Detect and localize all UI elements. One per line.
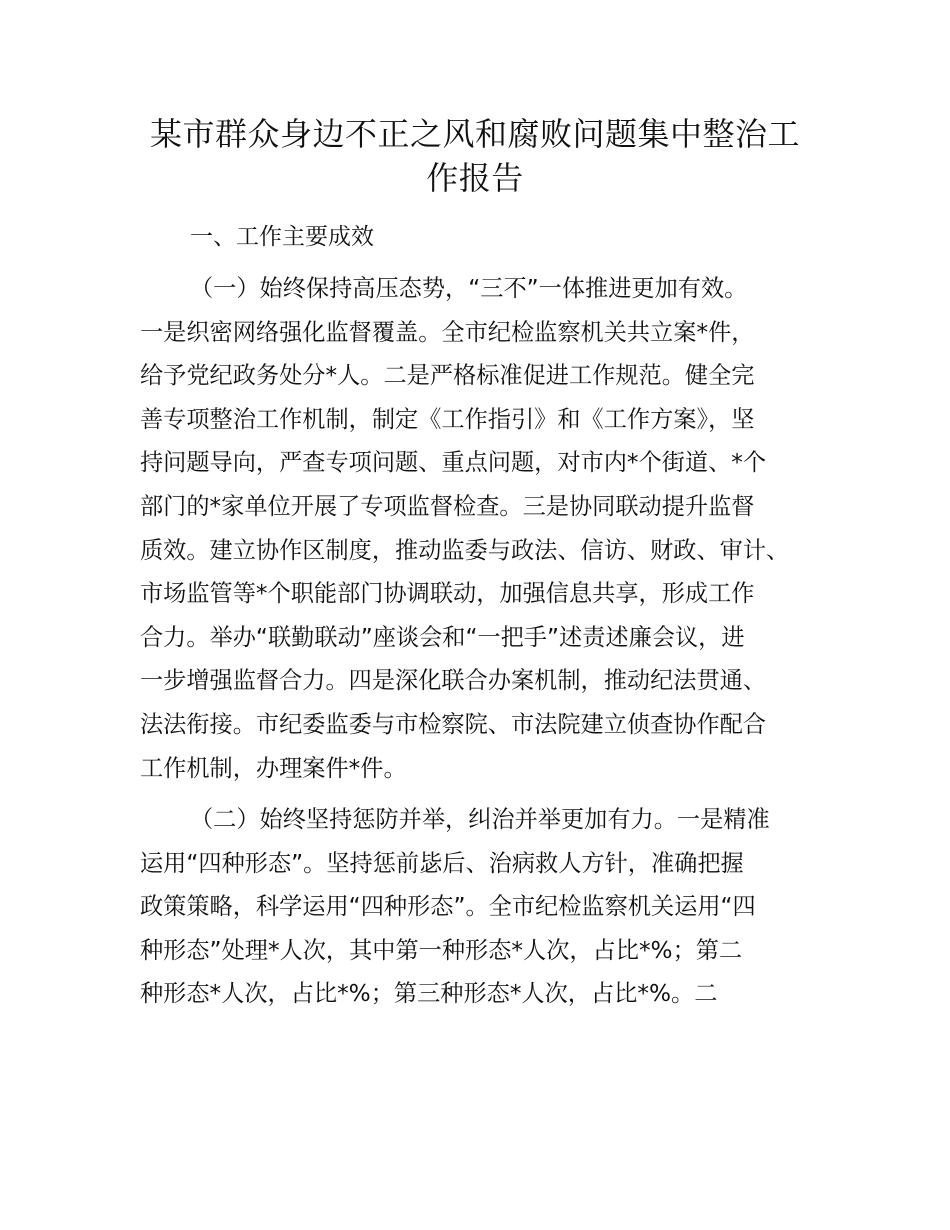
section-heading: 一、工作主要成效	[190, 224, 374, 250]
paragraph-line: （一）始终保持高压态势，“三不”一体推进更加有效。	[190, 275, 748, 302]
title-line: 作报告	[426, 159, 524, 197]
paragraph-line: 合力。举办“联勤联动”座谈会和“一把手”述责述廉会议，进	[140, 623, 745, 651]
title-line: 某市群众身边不正之风和腐败问题集中整治工	[149, 115, 800, 153]
paragraph-line: 部门的*家单位开展了专项监督检查。三是协同联动提升监督	[140, 492, 755, 520]
paragraph-line: 种形态*人次，占比*%；第三种形态*人次，占比*%。二	[140, 980, 718, 1008]
paragraph-line: 政策策略，科学运用“四种形态”。全市纪检监察机关运用“四	[140, 893, 756, 921]
document-title	[120, 112, 830, 200]
paragraph-line: 给予党纪政务处分*人。二是严格标准促进工作规范。健全完	[140, 362, 755, 390]
paragraph-line: 种形态”处理*人次，其中第一种形态*人次，占比*%；第二	[140, 936, 743, 964]
paragraph-line: 一是织密网络强化监督覆盖。全市纪检监察机关共立案*件，	[140, 318, 755, 346]
paragraph-line: 持问题导向，严查专项问题、重点问题，对市内*个街道、*个	[140, 449, 767, 477]
paragraph-2	[140, 798, 840, 1016]
paragraph-1	[140, 267, 840, 790]
paragraph-line: 质效。建立协作区制度，推动监委与政法、信访、财政、审计、	[140, 536, 790, 564]
paragraph-line: 市场监管等*个职能部门协调联动，加强信息共享，形成工作	[140, 580, 755, 608]
paragraph-line: 一步增强监督合力。四是深化联合办案机制，推动纪法贯通、	[140, 667, 767, 695]
paragraph-line: 运用“四种形态”。坚持惩前毖后、治病救人方针，准确把握	[140, 849, 744, 877]
paragraph-line: （二）始终坚持惩防并举，纠治并举更加有力。一是精准	[190, 806, 770, 833]
paragraph-line: 善专项整治工作机制，制定《工作指引》和《工作方案》，坚	[140, 405, 755, 433]
paragraph-line: 工作机制，办理案件*件。	[140, 754, 407, 782]
paragraph-line: 法法衔接。市纪委监委与市检察院、市法院建立侦查协作配合	[140, 710, 767, 738]
